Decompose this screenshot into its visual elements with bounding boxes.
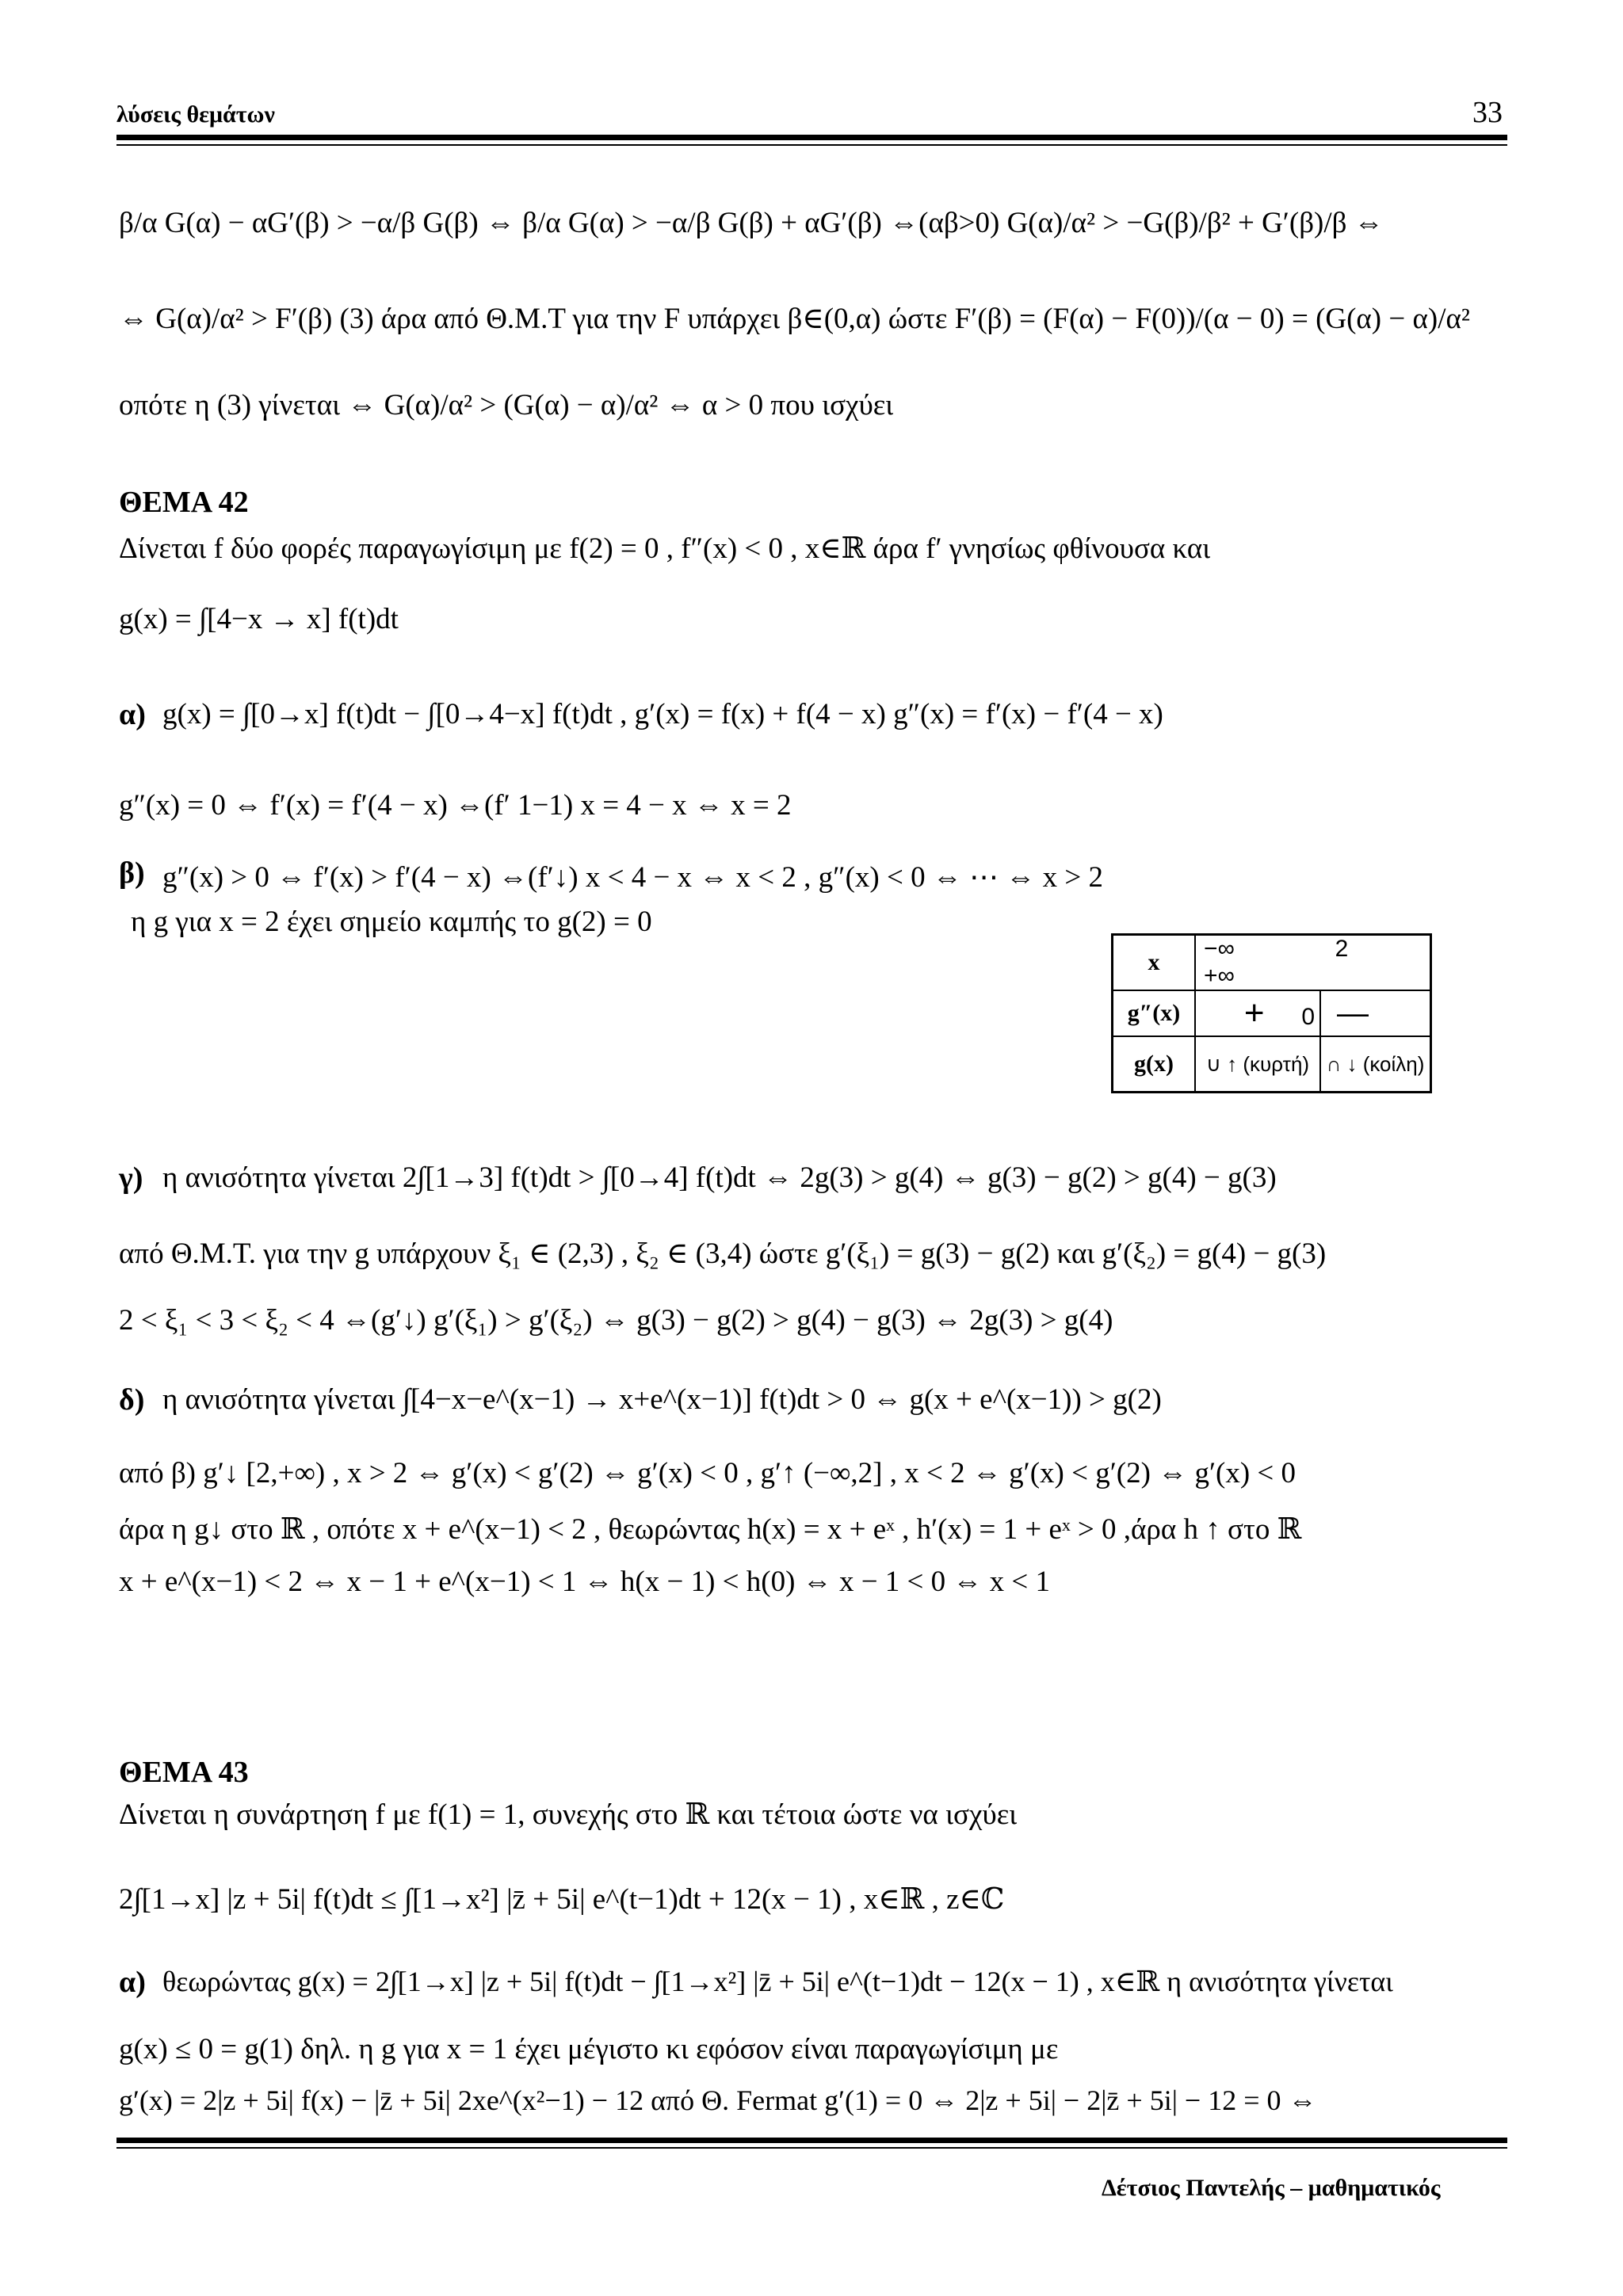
theme42-d-line4: x + e^(x−1) < 2 ⇔ x − 1 + e^(x−1) < 1 ⇔ h(x − 1) < h(0) ⇔ x − 1 < 0 ⇔ x < 1 (119, 1566, 1051, 1598)
header-rule-thin (116, 144, 1507, 146)
theme42-b-text: g″(x) > 0 ⇔ f′(x) > f′(4 − x) ⇔(f′↓) x < 4 − x ⇔ x < 2 , g″(x) < 0 ⇔ ⋯ ⇔ x > 2 (162, 861, 1103, 894)
theme42-b-line2: η g για x = 2 έχει σημείο καμπής το g(2) = 0 (131, 906, 652, 938)
top-line-2: ⇔ G(α)/α² > F′(β) (3) άρα από Θ.Μ.Τ για την F υπάρχει β∈(0,α) ώστε F′(β) = (F(α) − F(0))/(α − 0) = (G(α) − α)/α² (119, 303, 1470, 335)
theme42-a-line2: g″(x) = 0 ⇔ f′(x) = f′(4 − x) ⇔(f′ 1−1) x = 4 − x ⇔ x = 2 (119, 789, 792, 822)
sign-table-g-right (1320, 1036, 1431, 1092)
theme43-a-text: θεωρώντας g(x) = 2∫[1→x] |z + 5i| f(t)dt − ∫[1→x²] |z̄ + 5i| e^(t−1)dt − 12(x − 1) , x∈ℝ η ανισότητα γίνεται (162, 1966, 1393, 1997)
x-minus-infinity: −∞ (1204, 936, 1235, 962)
sign-table (1111, 933, 1432, 1093)
theme42-a-label: α) (119, 698, 146, 731)
sign-table-x-header: x (1113, 935, 1196, 991)
header-title: λύσεις θεμάτων (116, 101, 275, 128)
theme42-c-text: η ανισότητα γίνεται 2∫[1→3] f(t)dt > ∫[0→4] f(t)dt ⇔ 2g(3) > g(4) ⇔ g(3) − g(2) > g(4) − g(3) (162, 1161, 1277, 1194)
sign-table-g2-left (1195, 990, 1320, 1036)
theme42-title: ΘΕΜΑ 42 (119, 486, 249, 519)
theme42-b-label: β) (119, 856, 145, 890)
sign-table-g2-label: g″(x) (1113, 990, 1196, 1036)
page-number: 33 (1472, 96, 1503, 129)
header-rule (116, 135, 1507, 140)
theme42-c-line3: 2 < ξ₁ < 3 < ξ₂ < 4 ⇔(g′↓) g′(ξ₁) > g′(ξ₂) ⇔ g(3) − g(2) > g(4) − g(3) ⇔ 2g(3) > g(4) (119, 1304, 1113, 1337)
sign-table-x-values (1195, 935, 1431, 991)
sign-zero: 0 (1301, 1004, 1315, 1030)
sign-minus: — (1337, 995, 1369, 1031)
top-line-1: β/α G(α) − αG′(β) > −α/β G(β) ⇔ β/α G(α) > −α/β G(β) + αG′(β) ⇔(αβ>0) G(α)/α² > −G(β)/β² + G′(β)/β ⇔ (119, 207, 1384, 239)
sign-table-g-left (1195, 1036, 1320, 1092)
theme43-a-label: α) (119, 1966, 146, 1999)
theme42-c-label: γ) (119, 1161, 143, 1195)
top-line-3: οπότε η (3) γίνεται ⇔ G(α)/α² > (G(α) − α)/α² ⇔ α > 0 που ισχύει (119, 389, 894, 421)
theme42-d-line3: άρα η g↓ στο ℝ , οπότε x + e^(x−1) < 2 , θεωρώντας h(x) = x + eˣ , h′(x) = 1 + eˣ > 0 ,άρα h ↑ στο ℝ (119, 1513, 1302, 1546)
footer-rule-thin (116, 2147, 1507, 2149)
theme43-a-line2: g(x) ≤ 0 = g(1) δηλ. η g για x = 1 έχει μέγιστο κι εφόσον είναι παραγωγίσιμη με (119, 2033, 1059, 2065)
theme42-d-line2: από β) g′↓ [2,+∞) , x > 2 ⇔ g′(x) < g′(2) ⇔ g′(x) < 0 , g′↑ (−∞,2] , x < 2 ⇔ g′(x) < g′(2) ⇔ g′(x) < 0 (119, 1457, 1296, 1489)
sign-plus: + (1243, 994, 1265, 1032)
theme42-d-text: η ανισότητα γίνεται ∫[4−x−e^(x−1) → x+e^(x−1)] f(t)dt > 0 ⇔ g(x + e^(x−1)) > g(2) (162, 1383, 1162, 1416)
footer-author: Δέτσιος Παντελής – μαθηματικός (1102, 2175, 1441, 2201)
footer-rule (116, 2138, 1507, 2143)
theme43-title: ΘΕΜΑ 43 (119, 1756, 249, 1789)
theme42-g-definition: g(x) = ∫[4−x → x] f(t)dt (119, 603, 399, 635)
theme42-a-text: g(x) = ∫[0→x] f(t)dt − ∫[0→4−x] f(t)dt , g′(x) = f(x) + f(4 − x) g″(x) = f′(x) − f′(4 − x) (162, 698, 1163, 730)
x-plus-infinity: +∞ (1204, 963, 1235, 989)
theme42-given: Δίνεται f δύο φορές παραγωγίσιμη με f(2) = 0 , f″(x) < 0 , x∈ℝ άρα f′ γνησίως φθίνουσα και (119, 532, 1211, 565)
convex-up-icon: ∪ ↑ (κυρτή) (1205, 1051, 1310, 1076)
sign-table-g-label: g(x) (1113, 1036, 1196, 1092)
x-two: 2 (1335, 936, 1349, 962)
theme43-a-line3: g′(x) = 2|z + 5i| f(x) − |z̄ + 5i| 2xe^(x²−1) − 12 από Θ. Fermat g′(1) = 0 ⇔ 2|z + 5i| − 2|z̄ + 5i| − 12 = 0 ⇔ (119, 2084, 1317, 2116)
theme43-inequality: 2∫[1→x] |z + 5i| f(t)dt ≤ ∫[1→x²] |z̄ + 5i| e^(t−1)dt + 12(x − 1) , x∈ℝ , z∈ℂ (119, 1883, 1005, 1916)
theme42-c-line2: από Θ.Μ.Τ. για την g υπάρχουν ξ₁ ∈ (2,3) , ξ₂ ∈ (3,4) ώστε g′(ξ₁) = g(3) − g(2) και g′(ξ₂) = g(4) − g(3) (119, 1238, 1327, 1270)
sign-table-g2-right (1320, 990, 1431, 1036)
theme42-d-label: δ) (119, 1383, 145, 1417)
theme43-given: Δίνεται η συνάρτηση f με f(1) = 1, συνεχής στο ℝ και τέτοια ώστε να ισχύει (119, 1798, 1018, 1831)
concave-down-icon: ∩ ↓ (κοίλη) (1326, 1051, 1425, 1076)
